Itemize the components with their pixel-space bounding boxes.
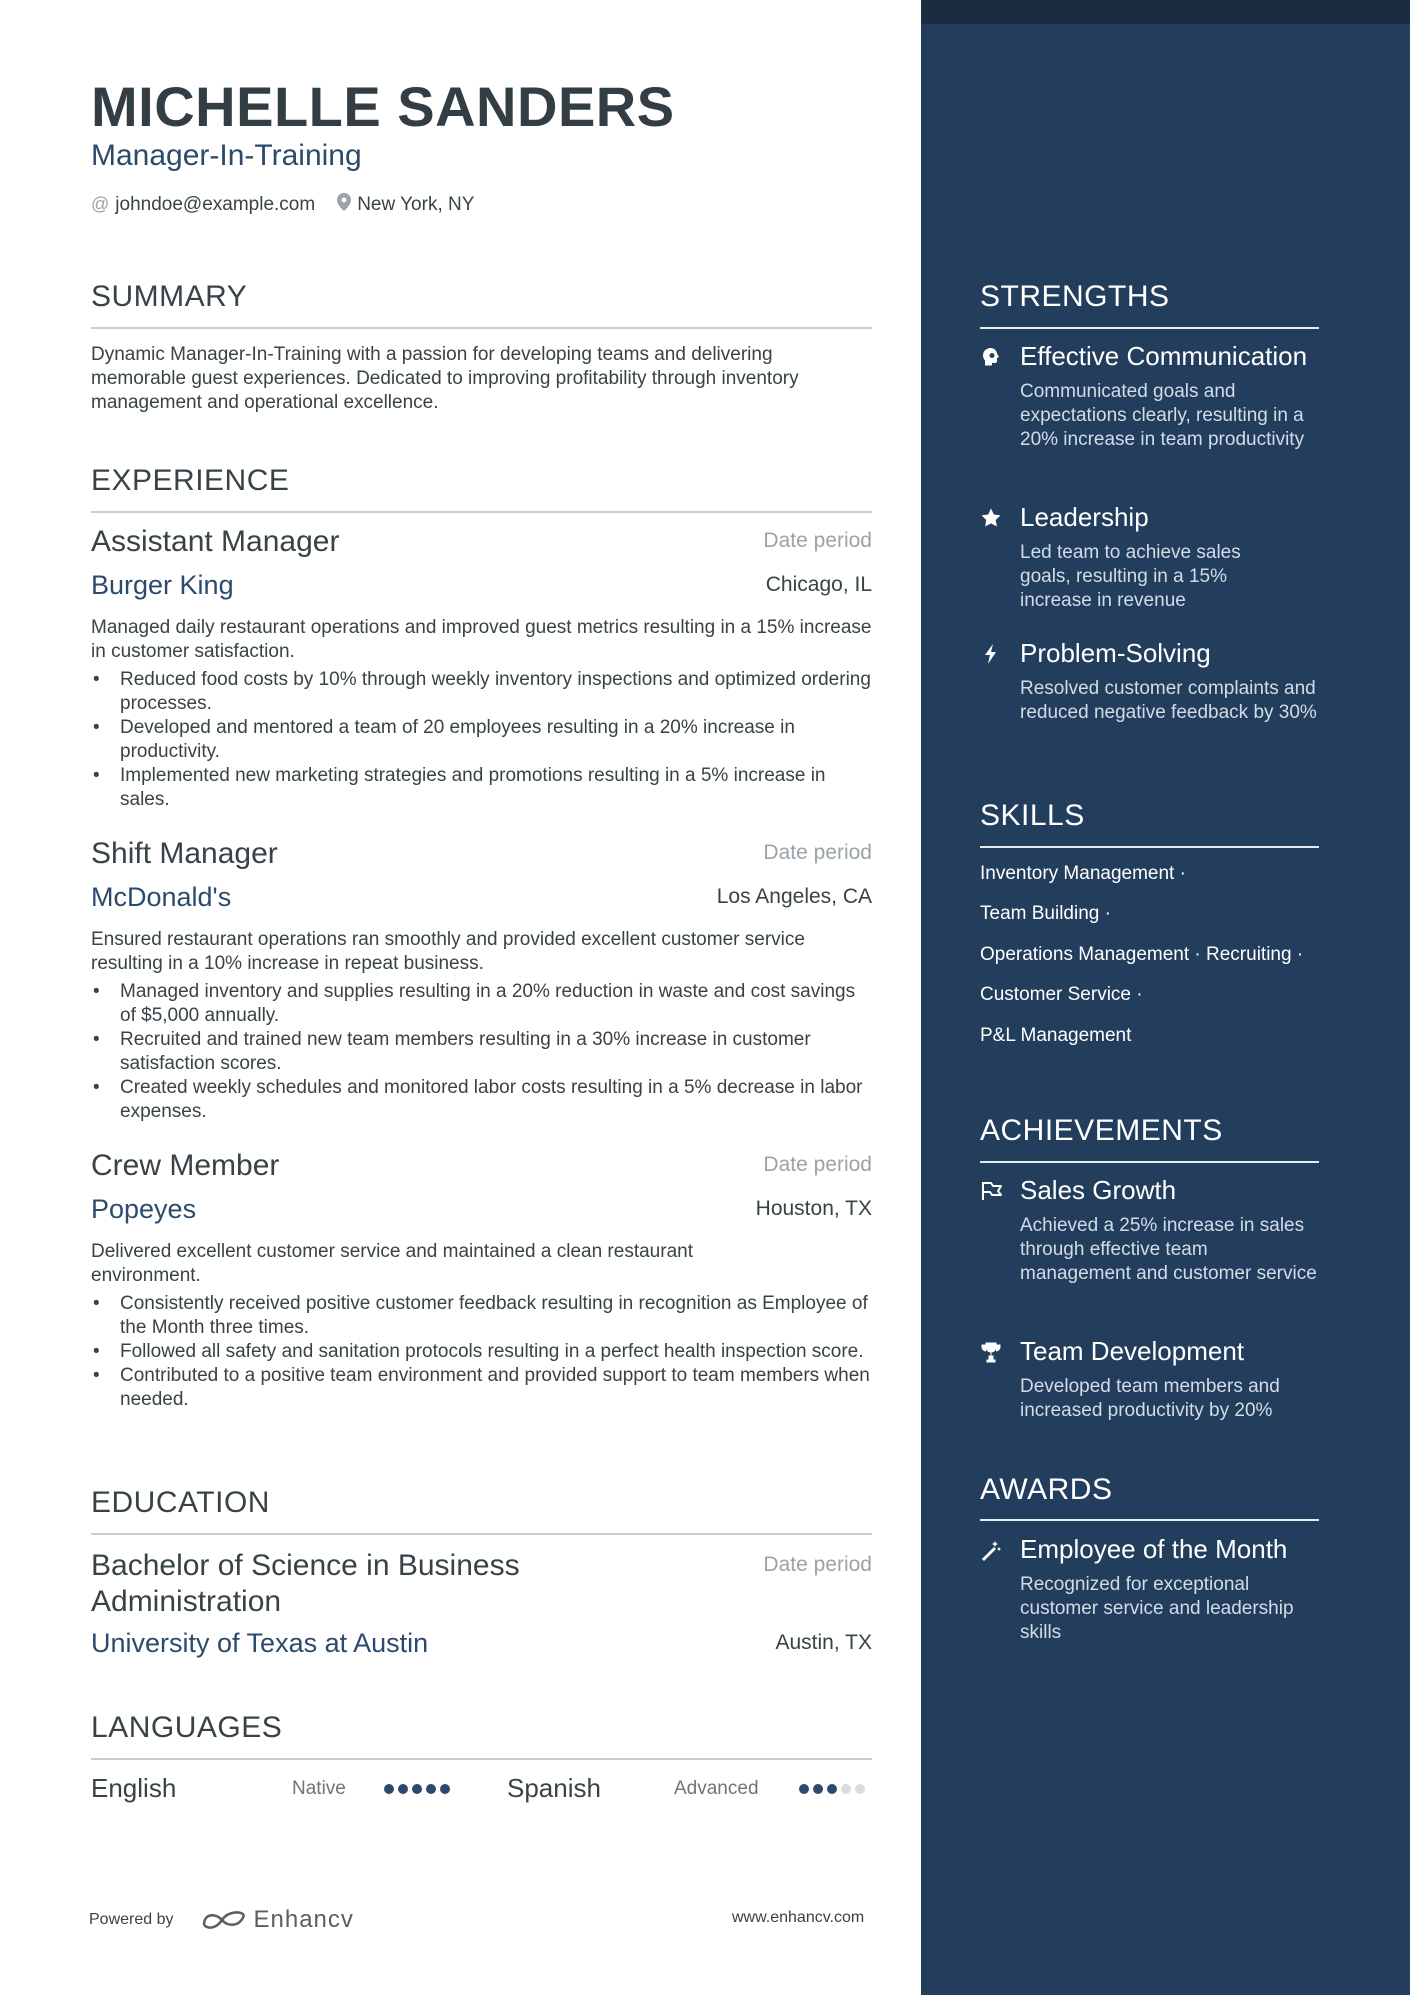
strengths-title: STRENGTHS [980,280,1170,313]
job-date: Date period [763,841,872,864]
skill-item: Team Building · [980,903,1111,924]
language-level: Native [292,1778,346,1799]
job-title: Assistant Manager [91,525,340,558]
job-location: Chicago, IL [765,573,872,596]
language-level: Advanced [674,1778,759,1799]
footer-url[interactable]: www.enhancv.com [732,1909,865,1926]
strength-title: Leadership [1020,502,1149,532]
education-location: Austin, TX [775,1631,872,1654]
education-school: University of Texas at Austin [91,1628,429,1658]
candidate-role: Manager-In-Training [91,139,362,172]
achievement-desc: Developed team members and increased productivity by 20% [1020,1376,1280,1421]
rating-dot [855,1784,865,1794]
job-location: Los Angeles, CA [716,885,872,908]
job-description: Delivered excellent customer service and maintained a clean restaurant environment. [91,1241,693,1286]
education-divider [91,1533,872,1535]
strength-desc: Resolved customer complaints and reduced negative feedback by 30% [1020,678,1317,723]
skills-title: SKILLS [980,799,1085,832]
rating-dot [827,1784,837,1794]
location: New York, NY [357,193,475,215]
rating-dot [440,1784,450,1794]
list-item: • Reduced food costs by 10% through weekly inventory inspections and optimized ordering processes. [91,668,872,716]
email[interactable]: johndoe@example.com [115,193,316,215]
language-name: Spanish [507,1773,601,1803]
job-date: Date period [763,529,872,552]
strength-title: Effective Communication [1020,341,1308,371]
rating-dot [426,1784,436,1794]
achievements-title: ACHIEVEMENTS [980,1114,1223,1147]
awards-divider [980,1519,1319,1521]
star-icon [980,507,1002,529]
award-title: Employee of the Month [1020,1534,1288,1564]
trophy-icon [980,1341,1002,1363]
education-degree: Bachelor of Science in Business Administration [91,1549,520,1618]
flag-icon [980,1180,1002,1202]
job-company: Popeyes [91,1194,197,1224]
location-pin-icon [337,193,351,216]
job-bullets [91,668,872,812]
brand-name: Enhancv [253,1906,354,1933]
contact-row [91,193,474,216]
list-item: • Managed inventory and supplies resulting in a 20% reduction in waste and cost savings of $5,000 annually. [91,980,872,1028]
list-item: • Created weekly schedules and monitored labor costs resulting in a 5% decrease in labor expenses. [91,1076,872,1124]
job-location: Houston, TX [755,1197,872,1220]
job-title: Crew Member [91,1149,280,1182]
award-desc: Recognized for exceptional customer service and leadership skills [1020,1574,1294,1643]
summary-divider [91,327,872,329]
candidate-name: MICHELLE SANDERS [91,75,675,138]
skill-item: Customer Service · [980,984,1143,1005]
at-icon: @ [91,194,110,214]
summary-text: Dynamic Manager-In-Training with a passion for developing teams and delivering memorable guest experiences. Dedicated to improving profitability through inventory management and operational excellence. [91,344,799,413]
powered-by-label: Powered by [89,1911,174,1928]
education-date: Date period [763,1553,872,1576]
footer-powered [89,1906,354,1934]
awards-title: AWARDS [980,1473,1113,1506]
strength-desc: Communicated goals and expectations clearly, resulting in a 20% increase in team productivity [1020,381,1305,450]
job-description: Managed daily restaurant operations and improved guest metrics resulting in a 15% increase in customer satisfaction. [91,617,872,662]
strength-desc: Led team to achieve sales goals, resulting in a 15% increase in revenue [1020,542,1241,611]
strength-title: Problem-Solving [1020,638,1211,668]
skill-item: P&L Management [980,1025,1132,1046]
job-description: Ensured restaurant operations ran smoothly and provided excellent customer service resulting in a 10% increase in repeat business. [91,929,805,974]
languages-divider [91,1758,872,1760]
magic-wand-icon [980,1539,1002,1561]
experience-divider [91,511,872,513]
job-title: Shift Manager [91,837,278,870]
job-bullets [91,1292,872,1412]
rating-dot [384,1784,394,1794]
education-title: EDUCATION [91,1486,270,1519]
achievement-desc: Achieved a 25% increase in sales through effective team management and customer service [1020,1215,1317,1284]
job-company: McDonald's [91,882,232,912]
rating-dot [398,1784,408,1794]
achievement-title: Team Development [1020,1336,1244,1366]
language-rating [384,1784,450,1794]
rating-dot [841,1784,851,1794]
skills-divider [980,846,1319,848]
rating-dot [813,1784,823,1794]
languages-title: LANGUAGES [91,1711,283,1744]
enhancv-logo-icon [200,1907,248,1933]
achievement-title: Sales Growth [1020,1175,1177,1205]
experience-title: EXPERIENCE [91,464,290,497]
job-company: Burger King [91,570,234,600]
strengths-divider [980,327,1319,329]
lightning-icon [980,643,1002,665]
summary-title: SUMMARY [91,280,248,313]
list-item: • Followed all safety and sanitation protocols resulting in a perfect health inspection score. [91,1340,872,1364]
list-item: • Implemented new marketing strategies and promotions resulting in a 5% increase in sales. [91,764,872,812]
list-item: • Consistently received positive customer feedback resulting in recognition as Employee of the Month three times. [91,1292,872,1340]
achievements-divider [980,1161,1319,1163]
skill-item: Inventory Management · [980,863,1186,884]
rating-dot [412,1784,422,1794]
list-item: • Recruited and trained new team members resulting in a 30% increase in customer satisfaction scores. [91,1028,872,1076]
language-rating [799,1784,865,1794]
job-bullets [91,980,872,1124]
list-item: • Developed and mentored a team of 20 employees resulting in a 20% increase in productivity. [91,716,872,764]
job-date: Date period [763,1153,872,1176]
sidebar-top-bar [921,0,1410,24]
language-name: English [91,1773,177,1803]
head-icon [980,346,1002,368]
skill-item: Operations Management · Recruiting · [980,944,1304,965]
rating-dot [799,1784,809,1794]
list-item: • Contributed to a positive team environment and provided support to team members when needed. [91,1364,872,1412]
